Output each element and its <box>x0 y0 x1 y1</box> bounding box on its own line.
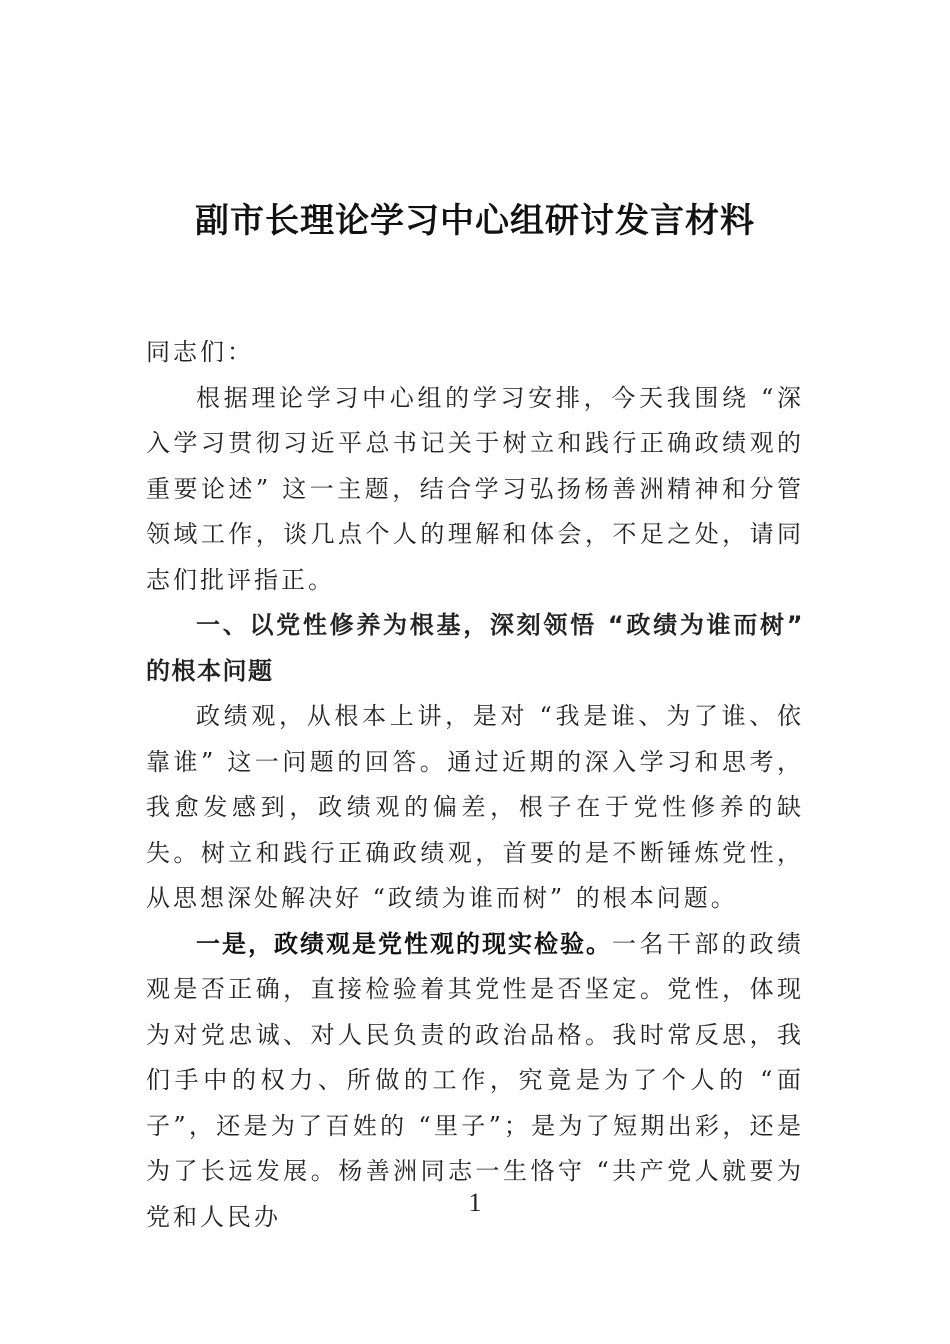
document-body <box>146 330 804 1240</box>
salutation: 同志们： <box>146 338 254 366</box>
document-title: 副市长理论学习中心组研讨发言材料 <box>195 201 755 241</box>
point-lead: 一是，政绩观是党性观的现实检验。 <box>196 929 612 958</box>
section-paragraph: 政绩观，从根本上讲，是对 “我是谁、为了谁、依靠谁” 这一问题的回答。通过近期的深入学习和思考，我愈发感到，政绩观的偏差，根子在于党性修养的缺失。树立和践行正确政绩观，首要的是不断锤炼党性，从思想深处解决好 “政绩为谁而树” 的根本问题。 <box>146 702 804 912</box>
intro-paragraph: 根据理论学习中心组的学习安排，今天我围绕 “深入学习贯彻习近平总书记关于树立和践行正确政绩观的重要论述” 这一主题，结合学习弘扬杨善洲精神和分管领域工作，谈几点个人的理解和体会，不足之处，请同志们批评指正。 <box>146 383 804 594</box>
page-number: 1 <box>468 1188 482 1217</box>
section-heading: 一、以党性修养为根基，深刻领悟 “政绩为谁而树” 的根本问题 <box>146 611 804 685</box>
point-text: 一名干部的政绩观是否正确，直接检验着其党性是否坚定。党性，体现为对党忠诚、对人民负责的政治品格。我时常反思，我们手中的权力、所做的工作，究竟是为了个人的 “面子”，还是为了百姓的 “里子”；是为了短期出彩，还是为了长远发展。杨善洲同志一生恪守 “共产党人就要为党和人民办 <box>146 929 804 1231</box>
